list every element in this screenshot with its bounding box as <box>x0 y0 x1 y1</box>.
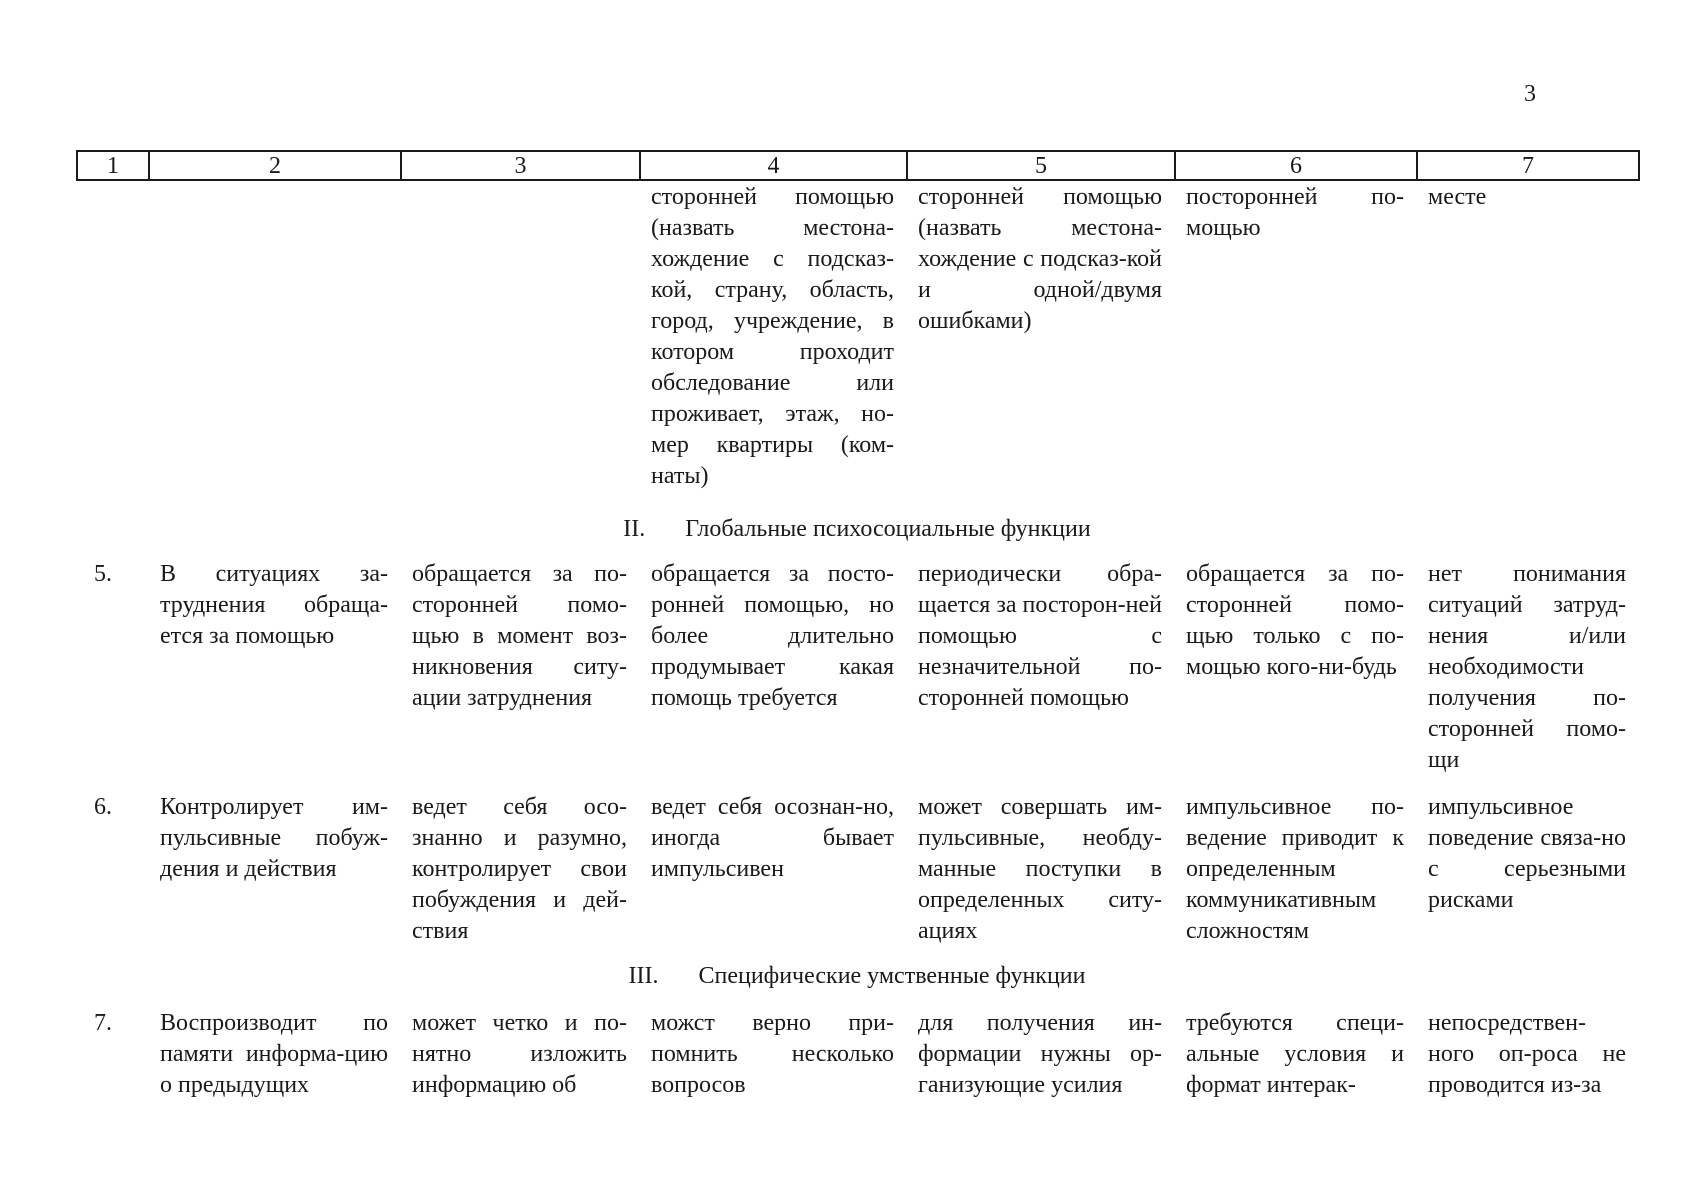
section-heading-global-psychosocial <box>76 514 1638 545</box>
cell-col-6: требуются специ-альные условия и формат интерак- <box>1186 1010 1404 1098</box>
assessment-table-body <box>76 182 1638 1101</box>
cell-col-3 <box>400 182 639 492</box>
page-number: 3 <box>1524 81 1536 107</box>
cell-col-6: обращается за по-сторонней помо-щью только с по-мощью кого-ни-будь <box>1186 561 1404 680</box>
cell-col-7: нет понимания ситуаций затруд-нения и/или необходимости получения по-сторонней помо-щи <box>1428 561 1626 773</box>
cell-col-4: ведет себя осознан-но, иногда бывает импульсивен <box>651 794 894 882</box>
cell-col-4: сторонней помощью (назвать местона-хождение с подсказ-кой, страну, область, город, учреждение, в котором проходит обследование или проживает, этаж, но-мер квартиры (ком-наты) <box>651 184 894 489</box>
row-number: 6. <box>94 794 112 820</box>
header-col-1: 1 <box>77 151 149 180</box>
cell-col-7: импульсивное поведение связа-но с серьезными рисками <box>1428 794 1626 913</box>
header-col-5: 5 <box>907 151 1175 180</box>
section-numeral: II. <box>623 516 646 542</box>
cell-col-4: обращается за посто-ронней помощью, но более длительно продумывает какая помощь требуется <box>651 561 894 711</box>
cell-col-4: можст верно при-помнить несколько вопросов <box>651 1010 894 1098</box>
table-row-7 <box>76 1008 1638 1101</box>
cell-col-2: Воспроизводит по памяти информа-цию о предыдущих <box>160 1010 388 1098</box>
cell-col-3: обращается за по-сторонней помо-щью в момент воз-никновения ситу-ации затруднения <box>412 561 627 711</box>
table-row-6 <box>76 792 1638 947</box>
cell-col-7: месте <box>1428 184 1487 210</box>
header-col-6: 6 <box>1175 151 1417 180</box>
section-title: Специфические умственные функции <box>698 963 1086 989</box>
section-heading-specific-mental <box>76 961 1638 992</box>
cell-col-2: Контролирует им-пульсивные побуж-дения и действия <box>160 794 388 882</box>
cell-col-3: может четко и по-нятно изложить информацию об <box>412 1010 627 1098</box>
column-number-header <box>76 150 1640 181</box>
row-number: 7. <box>94 1010 112 1036</box>
cell-col-6: посторонней по-мощью <box>1186 184 1404 241</box>
row-number: 5. <box>94 561 112 587</box>
section-numeral: III. <box>628 963 659 989</box>
header-col-4: 4 <box>640 151 907 180</box>
header-col-2: 2 <box>149 151 401 180</box>
cell-col-5: сторонней помощью (назвать местона-хождение с подсказ-кой и одной/двумя ошибками) <box>918 184 1162 334</box>
table-row-5 <box>76 559 1638 776</box>
cell-num <box>76 182 148 492</box>
cell-col-6: импульсивное по-ведение приводит к определенным коммуникативным сложностям <box>1186 794 1404 944</box>
header-col-3: 3 <box>401 151 640 180</box>
cell-col-5: может совершать им-пульсивные, необду-манные поступки в определенных ситу-ациях <box>918 794 1162 944</box>
cell-col-2 <box>148 182 400 492</box>
table-row-continuation <box>76 182 1638 492</box>
cell-col-5: периодически обра-щается за посторон-ней помощью с незначительной по-сторонней помощью <box>918 561 1162 711</box>
section-title: Глобальные психосоциальные функции <box>685 516 1091 542</box>
cell-col-2: В ситуациях за-труднения обраща-ется за помощью <box>160 561 388 649</box>
header-col-7: 7 <box>1417 151 1639 180</box>
cell-col-7: непосредствен-ного оп-роса не проводится из-за <box>1428 1010 1626 1098</box>
cell-col-5: для получения ин-формации нужны ор-ганизующие усилия <box>918 1010 1162 1098</box>
cell-col-3: ведет себя осо-знанно и разумно, контролирует свои побуждения и дей-ствия <box>412 794 627 944</box>
